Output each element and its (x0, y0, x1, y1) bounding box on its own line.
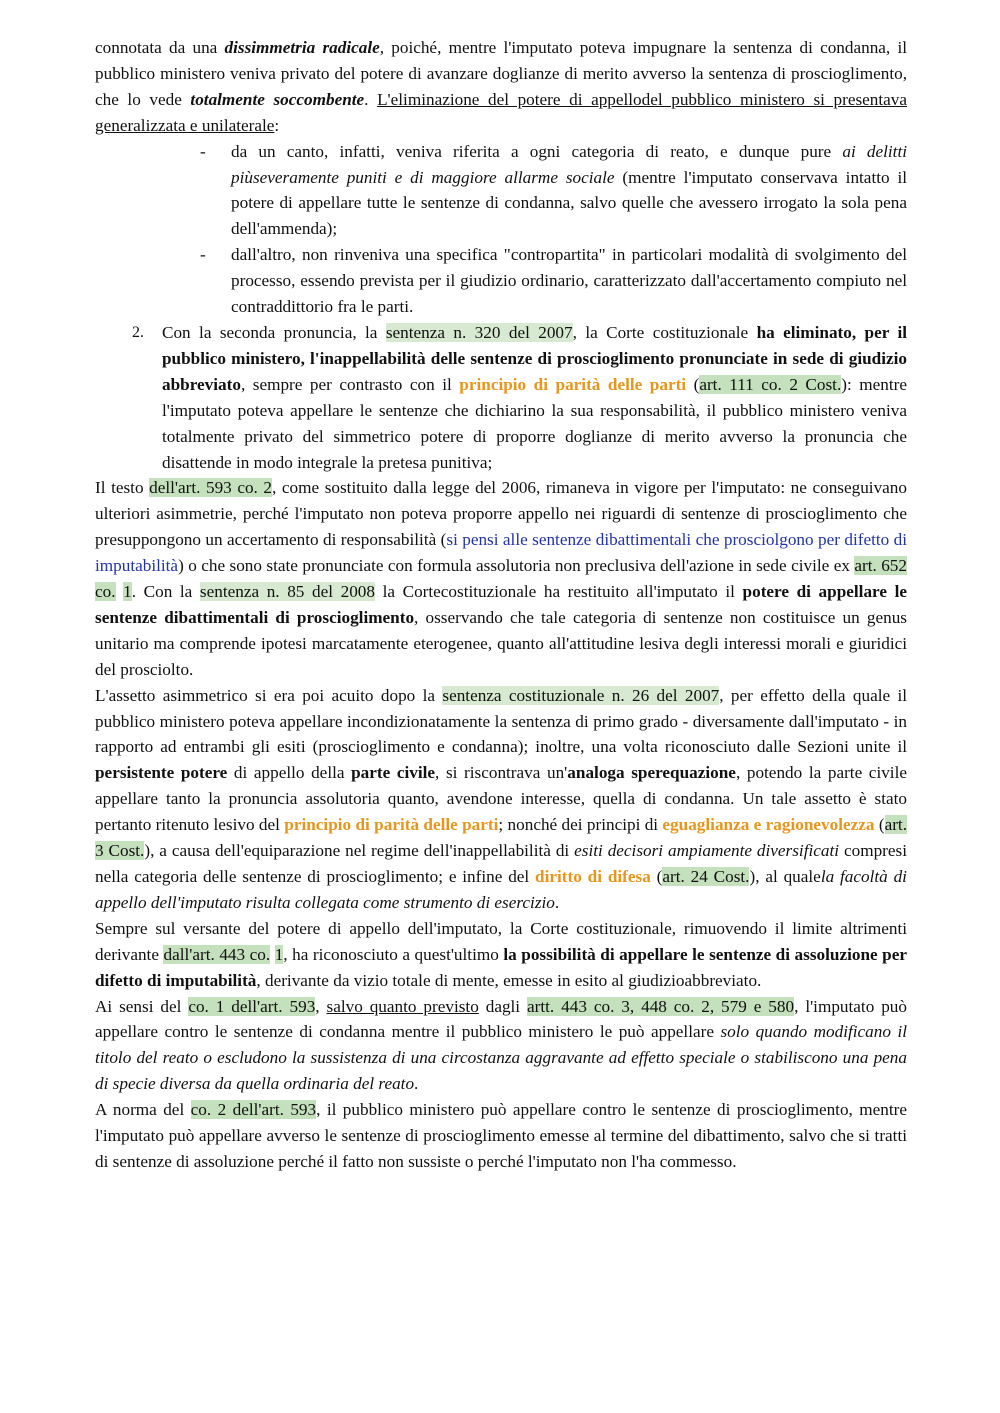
paragraph: L'assetto asimmetrico si era poi acuito dopo la sentenza costituzionale n. 26 del 2007, per effetto della quale il pubblico ministero poteva appellare incondizionatamente la sentenza di primo grado - diversamente dall'imputato - in rapporto ad entrambi gli esiti (proscioglimento e condanna); inoltre, una volta riconosciuto dalle Sezioni unite il persistente potere di appello della parte civile, si riscontrava un'analoga sperequazione, potendo la parte civile appellare tanto la pronuncia assolutoria quanto, avendone interesse, quella di condanna. Un tale assetto è stato pertanto ritenuto lesivo del principio di parità delle parti; nonché dei principi di eguaglianza e ragionevolezza (art. 3 Cost.), a causa dell'equiparazione nel regime dell'inappellabilità di esiti decisori ampiamente diversificati compresi nella categoria delle sentenze di proscioglimento; e infine del diritto di difesa (art. 24 Cost.), al qualela facoltà di appello dell'imputato risulta collegata come strumento di esercizio. (95, 685, 908, 912)
italic-text: la facoltà di appello dell'imputato risulta collegata come strumento di esercizio (95, 867, 907, 912)
citation-highlight: 1 (274, 944, 284, 964)
dash-marker: - (200, 245, 206, 265)
bold-text: parte civile (351, 763, 436, 783)
citation-highlight: art. 111 co. 2 Cost. (699, 374, 842, 394)
citation-highlight: sentenza costituzionale n. 26 del 2007 (442, 685, 720, 705)
citation-highlight: art. 3 Cost. (95, 815, 908, 861)
paragraph: A norma del co. 2 dell'art. 593, il pubblico ministero può appellare contro le sentenze di proscioglimento, mentre l'imputato può appellare avverso le sentenze di proscioglimento emesse al termine del dibattimento, salvo che si tratti di sentenze di assoluzione perché il fatto non sussiste o perché l'imputato non l'ha commesso. (95, 1100, 907, 1171)
document-page (95, 35, 907, 1175)
citation-highlight: art. 652 co. (95, 556, 907, 602)
bold-text: potere di appellare le sentenze dibattimentali di proscioglimento (95, 582, 907, 627)
paragraph: Il testo dell'art. 593 co. 2, come sostituito dalla legge del 2006, rimaneva in vigore per l'imputato: ne conseguivano ulteriori asimmetrie, perché l'imputato non poteva proporre appello nei riguardi di sentenze di proscioglimento che presuppongono un accertamento di responsabilità (si pensi alle sentenze dibattimentali che prosciolgono per difetto di imputabilità) o che sono state pronunciate con formula assolutoria non preclusiva dell'azione in sede civile ex art. 652 co. 1. Con la sentenza n. 85 del 2008 la Cortecostituzionale ha restituito all'imputato il potere di appellare le sentenze dibattimentali di proscioglimento, osservando che tale categoria di sentenze non costituisce un genus unitario ma comprende ipotesi marcatamente eterogenee, quanto all'attitudine lesiva degli interessi morali e giuridici del prosciolto. (95, 478, 908, 679)
underlined-text: salvo quanto previsto (326, 996, 479, 1016)
emphasis-text: dissimmetria radicale (224, 38, 380, 57)
citation-highlight: sentenza n. 320 del 2007 (385, 322, 573, 342)
bold-text: analoga sperequazione (567, 763, 736, 783)
dash-list-item: - dall'altro, non rinveniva una specifica "contropartita" in particolari modalità di svolgimento del processo, essendo prevista per il giudizio ordinario, caratterizzato dall'accertamento compiuto nel contraddittorio fra le parti. (95, 242, 907, 320)
paragraph: Ai sensi del co. 1 dell'art. 593, salvo quanto previsto dagli artt. 443 co. 3, 448 co. 2, 579 e 580, l'imputato può appellare contro le sentenze di condanna mentre il pubblico ministero le può appellare solo quando modificano il titolo del reato o escludono la sussistenza di una circostanza aggravante ad effetto speciale o stabiliscono una pena di specie diversa da quella ordinaria del reato. (95, 996, 907, 1094)
bold-text: ha eliminato, per il pubblico ministero, l'inappellabilità delle sentenze di proscioglimento pronunciate in sede di giudizio abbreviato (162, 322, 907, 394)
citation-highlight: co. 2 dell'art. 593 (190, 1100, 317, 1120)
citation-highlight: artt. 443 co. 3, 448 co. 2, 579 e 580 (527, 996, 795, 1016)
list-number: 2. (132, 323, 144, 341)
principle-highlight: eguaglianza e ragionevolezza (662, 815, 875, 835)
underlined-text: L'eliminazione del potere di appellodel pubblico ministero si presentava generalizzata e unilaterale (95, 89, 908, 135)
bold-text: persistente potere (95, 763, 228, 783)
emphasis-text: totalmente soccombente (190, 89, 365, 109)
citation-highlight: co. 1 dell'art. 593 (188, 996, 316, 1016)
citation-highlight: art. 24 Cost. (662, 867, 750, 886)
dash-list-item: - da un canto, infatti, veniva riferita a ogni categoria di reato, e dunque pure ai delitti piùseveramente puniti e di maggiore allarme sociale (mentre l'imputato conservava intatto il potere di appellare tutte le sentenze di condanna, salvo quelle che avessero irrogato la sola pena dell'ammenda); (95, 139, 907, 243)
italic-text: esiti decisori ampiamente diversificati (574, 841, 840, 861)
principle-highlight: principio di parità delle parti (459, 374, 687, 394)
blue-text: si pensi alle sentenze dibattimentali che prosciolgono per difetto di imputabilità (95, 530, 908, 576)
bold-text: la possibilità di appellare le sentenze di assoluzione per difetto di imputabilità (95, 944, 907, 990)
principle-highlight: principio di parità delle parti (284, 815, 499, 835)
dash-marker: - (200, 141, 206, 161)
citation-highlight: sentenza n. 85 del 2008 (199, 582, 375, 602)
italic-text: ai delitti piùseveramente puniti e di maggiore allarme sociale (231, 141, 908, 187)
paragraph: Sempre sul versante del potere di appello dell'imputato, la Corte costituzionale, rimuovendo il limite altrimenti derivante dall'art. 443 co. 1, ha riconosciuto a quest'ultimo la possibilità di appellare le sentenze di assoluzione per difetto di imputabilità, derivante da vizio totale di mente, emesse in esito al giudizioabbreviato. (95, 918, 907, 990)
principle-highlight: diritto di difesa (535, 867, 651, 886)
paragraph-intro: connotata da una dissimmetria radicale, poiché, mentre l'imputato poteva impugnare la sentenza di condanna, il pubblico ministero veniva privato del potere di avanzare doglianze di merito avverso la sentenza di proscioglimento, che lo vede totalmente soccombente. L'eliminazione del potere di appellodel pubblico ministero si presentava generalizzata e unilaterale: (95, 38, 908, 135)
citation-highlight: 1 (123, 582, 132, 602)
numbered-list-item: 2. Con la seconda pronuncia, la sentenza n. 320 del 2007, la Corte costituzionale ha eliminato, per il pubblico ministero, l'inappellabilità delle sentenze di proscioglimento pronunciate in sede di giudizio abbreviato, sempre per contrasto con il principio di parità delle parti (art. 111 co. 2 Cost.): mentre l'imputato poteva appellare le sentenze che dichiarino la sua responsabilità, il pubblico ministero veniva totalmente privato del simmetrico potere di proporre doglianze di merito avverso la pronuncia che disattende in modo integrale la pretesa punitiva; (95, 320, 907, 475)
citation-highlight: dall'art. 443 co. (163, 944, 271, 964)
citation-highlight: dell'art. 593 co. 2 (149, 478, 273, 498)
italic-text: solo quando modificano il titolo del reato o escludono la sussistenza di una circostanza aggravante ad effetto speciale o stabiliscono una pena di specie diversa da quella ordinaria del reato (95, 1022, 907, 1094)
